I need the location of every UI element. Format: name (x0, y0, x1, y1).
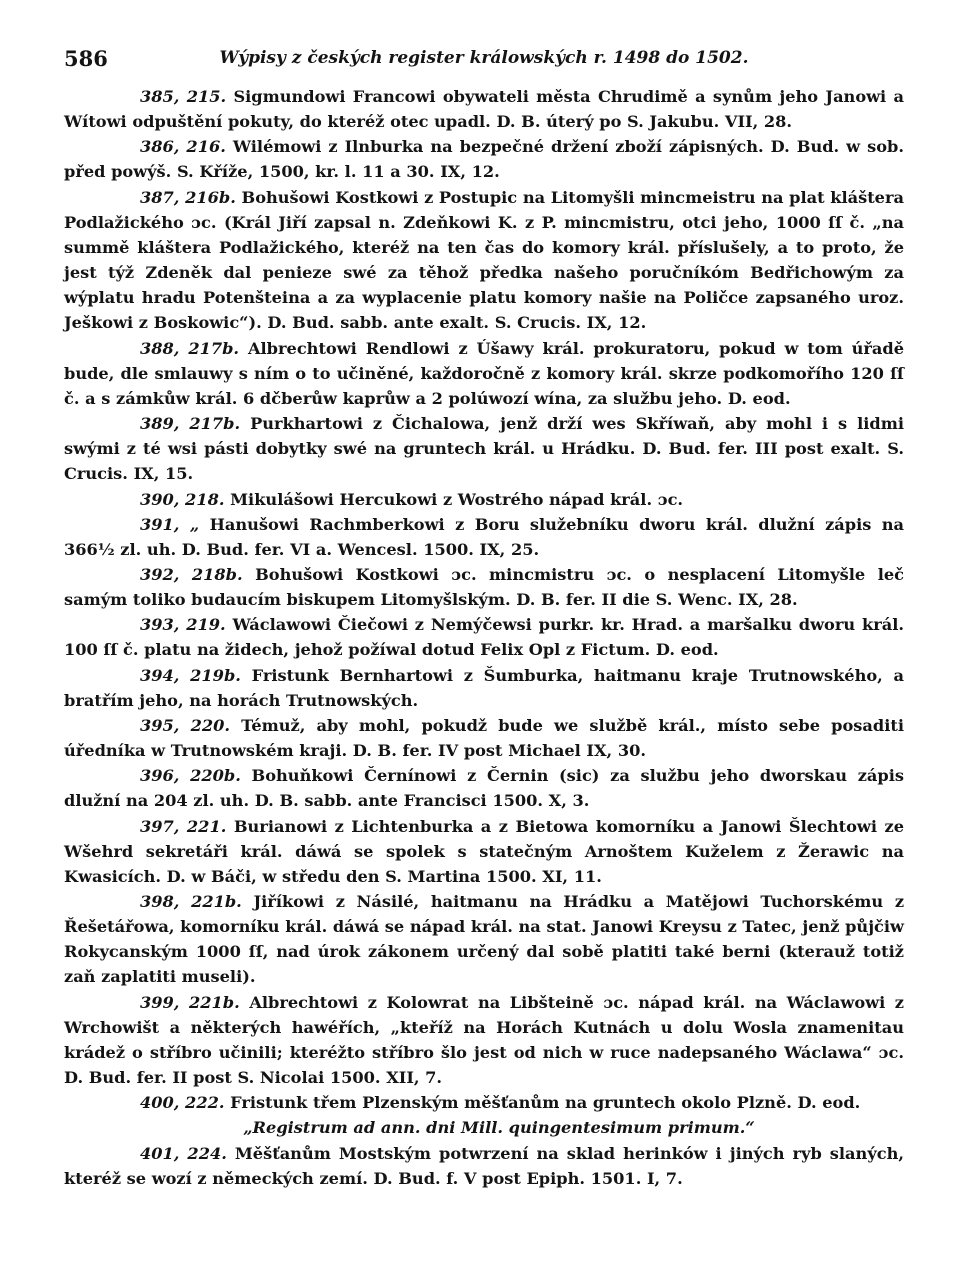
register-entry (64, 1090, 904, 1115)
page (64, 40, 904, 1191)
register-entry (64, 763, 904, 813)
entry-text: Albrechtowi Rendlowi z Úšawy král. prokuratoru, pokud w tom úřadě bude, dle smlauwy s ním o to učiněné, každoročně z komory král. skrze podkomořího 120 ſſ č. a s zámkůw král. 6 dčberůw kaprůw a 2 polúwozí wína, za službu jeho. D. eod. (64, 338, 904, 408)
entry-text: Jiříkowi z Násilé, haitmanu na Hrádku a Matějowi Tuchorskému z Řešetářowa, komorníku král. dáwá se nápad král. na stat. Janowi Kreysu z Tatec, jenž půjčiw Rokycanským 1000 ſſ, nad úrok zákonem určený dal sobě platiti také berni (kterauž totiž zaň zaplatiti museli). (64, 892, 905, 987)
entry-number: 388, 217b. (140, 338, 240, 358)
entry-text: Fristunk Bernhartowi z Šumburka, haitmanu kraje Trutnowského, a bratřím jeho, na horách Trutnowských. (64, 665, 905, 710)
entry-text: Burianowi z Lichtenburka a z Bietowa komorníku a Janowi Šlechtowi ze Wšehrd sekretáři král. dáwá se spolek s statečným Arnoštem Kuželem z Žerawic na Kwasicích. D. w Báči, w středu den S. Martina 1500. XI, 11. (64, 816, 904, 886)
register-entry (64, 990, 904, 1091)
entry-number: 399, 221b. (140, 992, 240, 1012)
register-entry (64, 487, 904, 512)
entry-text: Purkhartowi z Čichalowa, jenž drží wes Skříwaň, aby mohl i s lidmi swými z té wsi pásti dobytky swé na gruntech král. u Hrádku. D. Bud. fer. III post exalt. S. Crucis. IX, 15. (64, 414, 904, 484)
entry-text: Sigmundowi Francowi obywateli města Chrudimě a synům jeho Janowi a Wítowi odpuštění pokuty, do kteréž otec upadl. D. B. úterý po S. Jakubu. VII, 28. (64, 87, 904, 132)
entry-number: 385, 215. (140, 87, 227, 106)
entry-text: Albrechtowi z Kolowrat na Libšteině ɔc. nápad král. na Wáclawowi z Wrchowišt a některých hawéřích, „kteříž na Horách Kutnách u dolu Wosla znamenitau krádež o stříbro učinili; kteréžto stříbro šlo jest od nich w ruce nadepsaného Wáclawa“ ɔc. D. Bud. fer. II post S. Nicolai 1500. XII, 7. (64, 992, 904, 1088)
register-entry (64, 713, 904, 763)
section-heading: „Registrum ad ann. dni Mill. quingentesimum primum.“ (243, 1118, 755, 1138)
entry-text: Wáclawowi Čiečowi z Nemýčewsi purkr. kr. Hrad. a maršalku dworu král. 100 ſſ č. platu na židech, jehož požíwal dotud Felix Opl z Fictum. D. eod. (64, 615, 904, 660)
entry-text: Bohušowi Kostkowi ɔc. mincmistru ɔc. o nesplacení Litomyšle leč samým toliko budaucím biskupem Litomyšlským. D. B. fer. II die S. Wenc. IX, 28. (64, 564, 904, 610)
running-title: Wýpisy z českých register králowských r. 1498 do 1502. (219, 48, 749, 68)
register-entry (64, 612, 904, 662)
entry-number: 391, „ (140, 514, 200, 534)
page-number: 586 (64, 46, 108, 71)
entry-number: 400, 222. (140, 1093, 225, 1113)
entry-number: 394, 219b. (140, 665, 241, 685)
register-entry (64, 663, 904, 713)
register-entry (64, 84, 904, 134)
register-entry (64, 512, 904, 562)
entry-number: 392, 218b. (140, 564, 243, 584)
entry-text: Témuž, aby mohl, pokudž bude we službě král., místo sebe posaditi úředníka w Trutnowském kraji. D. B. fer. IV post Michael IX, 30. (64, 715, 904, 761)
entry-number: 390, 218. (140, 489, 225, 509)
entry-number: 395, 220. (140, 715, 230, 735)
entry-text: Bohušowi Kostkowi z Postupic na Litomyšli mincmeistru na plat kláštera Podlažického ɔc. (Král Jiří zapsal n. Zdeňkowi K. z P. mincmistru, otci jeho, 1000 ſſ č. „na summě kláštera Podlažického, kteréž na ten čas do komory král. příslušely, a to proto, že jest týž Zdeněk dal penieze swé za těhož předka našeho poručníkóm Bedřichowým za wýplatu hradu Potenšteina a za wyplacenie platu komory našie na Poličce zapsaného uroz. Ješkowi z Boskowic“). D. Bud. sabb. ante exalt. S. Crucis. IX, 12. (64, 187, 904, 333)
register-entry (64, 562, 904, 612)
entry-number: 386, 216. (140, 137, 226, 157)
register-entry (64, 411, 904, 486)
register-entry (64, 185, 904, 336)
register-entry (64, 814, 904, 889)
entry-number: 393, 219. (140, 615, 226, 635)
entry-number: 396, 220b. (140, 766, 241, 786)
register-entry (64, 134, 904, 184)
entry-text: Měšťanům Mostským potwrzení na sklad herinków i jiných ryb slaných, kteréž se wozí z německých zemí. D. Bud. f. V post Epiph. 1501. I, 7. (64, 1143, 904, 1188)
register-entry (64, 336, 904, 411)
register-entry (64, 889, 904, 990)
entry-number: 398, 221b. (140, 892, 242, 911)
page-header (64, 40, 904, 84)
entry-text: Hanušowi Rachmberkowi z Boru služebníku dworu král. dlužní zápis na 366½ zl. uh. D. Bud. fer. VI a. Wencesl. 1500. IX, 25. (64, 514, 905, 559)
entry-text: Bohuňkowi Černínowi z Černin (sic) za službu jeho dworskau zápis dlužní na 204 zl. uh. D. B. sabb. ante Francisci 1500. X, 3. (64, 766, 904, 811)
entry-number: 387, 216b. (140, 187, 236, 207)
entry-number: 401, 224. (140, 1143, 227, 1163)
register-entry (64, 1141, 904, 1191)
entry-number: 389, 217b. (140, 414, 241, 434)
entry-text: Wilémowi z Ilnburka na bezpečné držení zboží zápisných. D. Bud. w sob. před powýš. S. Kříže, 1500, kr. l. 11 a 30. IX, 12. (64, 137, 904, 182)
entry-text: Fristunk třem Plzenským měšťanům na gruntech okolo Plzně. D. eod. (230, 1093, 861, 1113)
entries-list (64, 84, 904, 1191)
entry-number: 397, 221. (140, 816, 227, 836)
entry-text: Mikulášowi Hercukowi z Wostrého nápad král. ɔc. (230, 489, 684, 509)
